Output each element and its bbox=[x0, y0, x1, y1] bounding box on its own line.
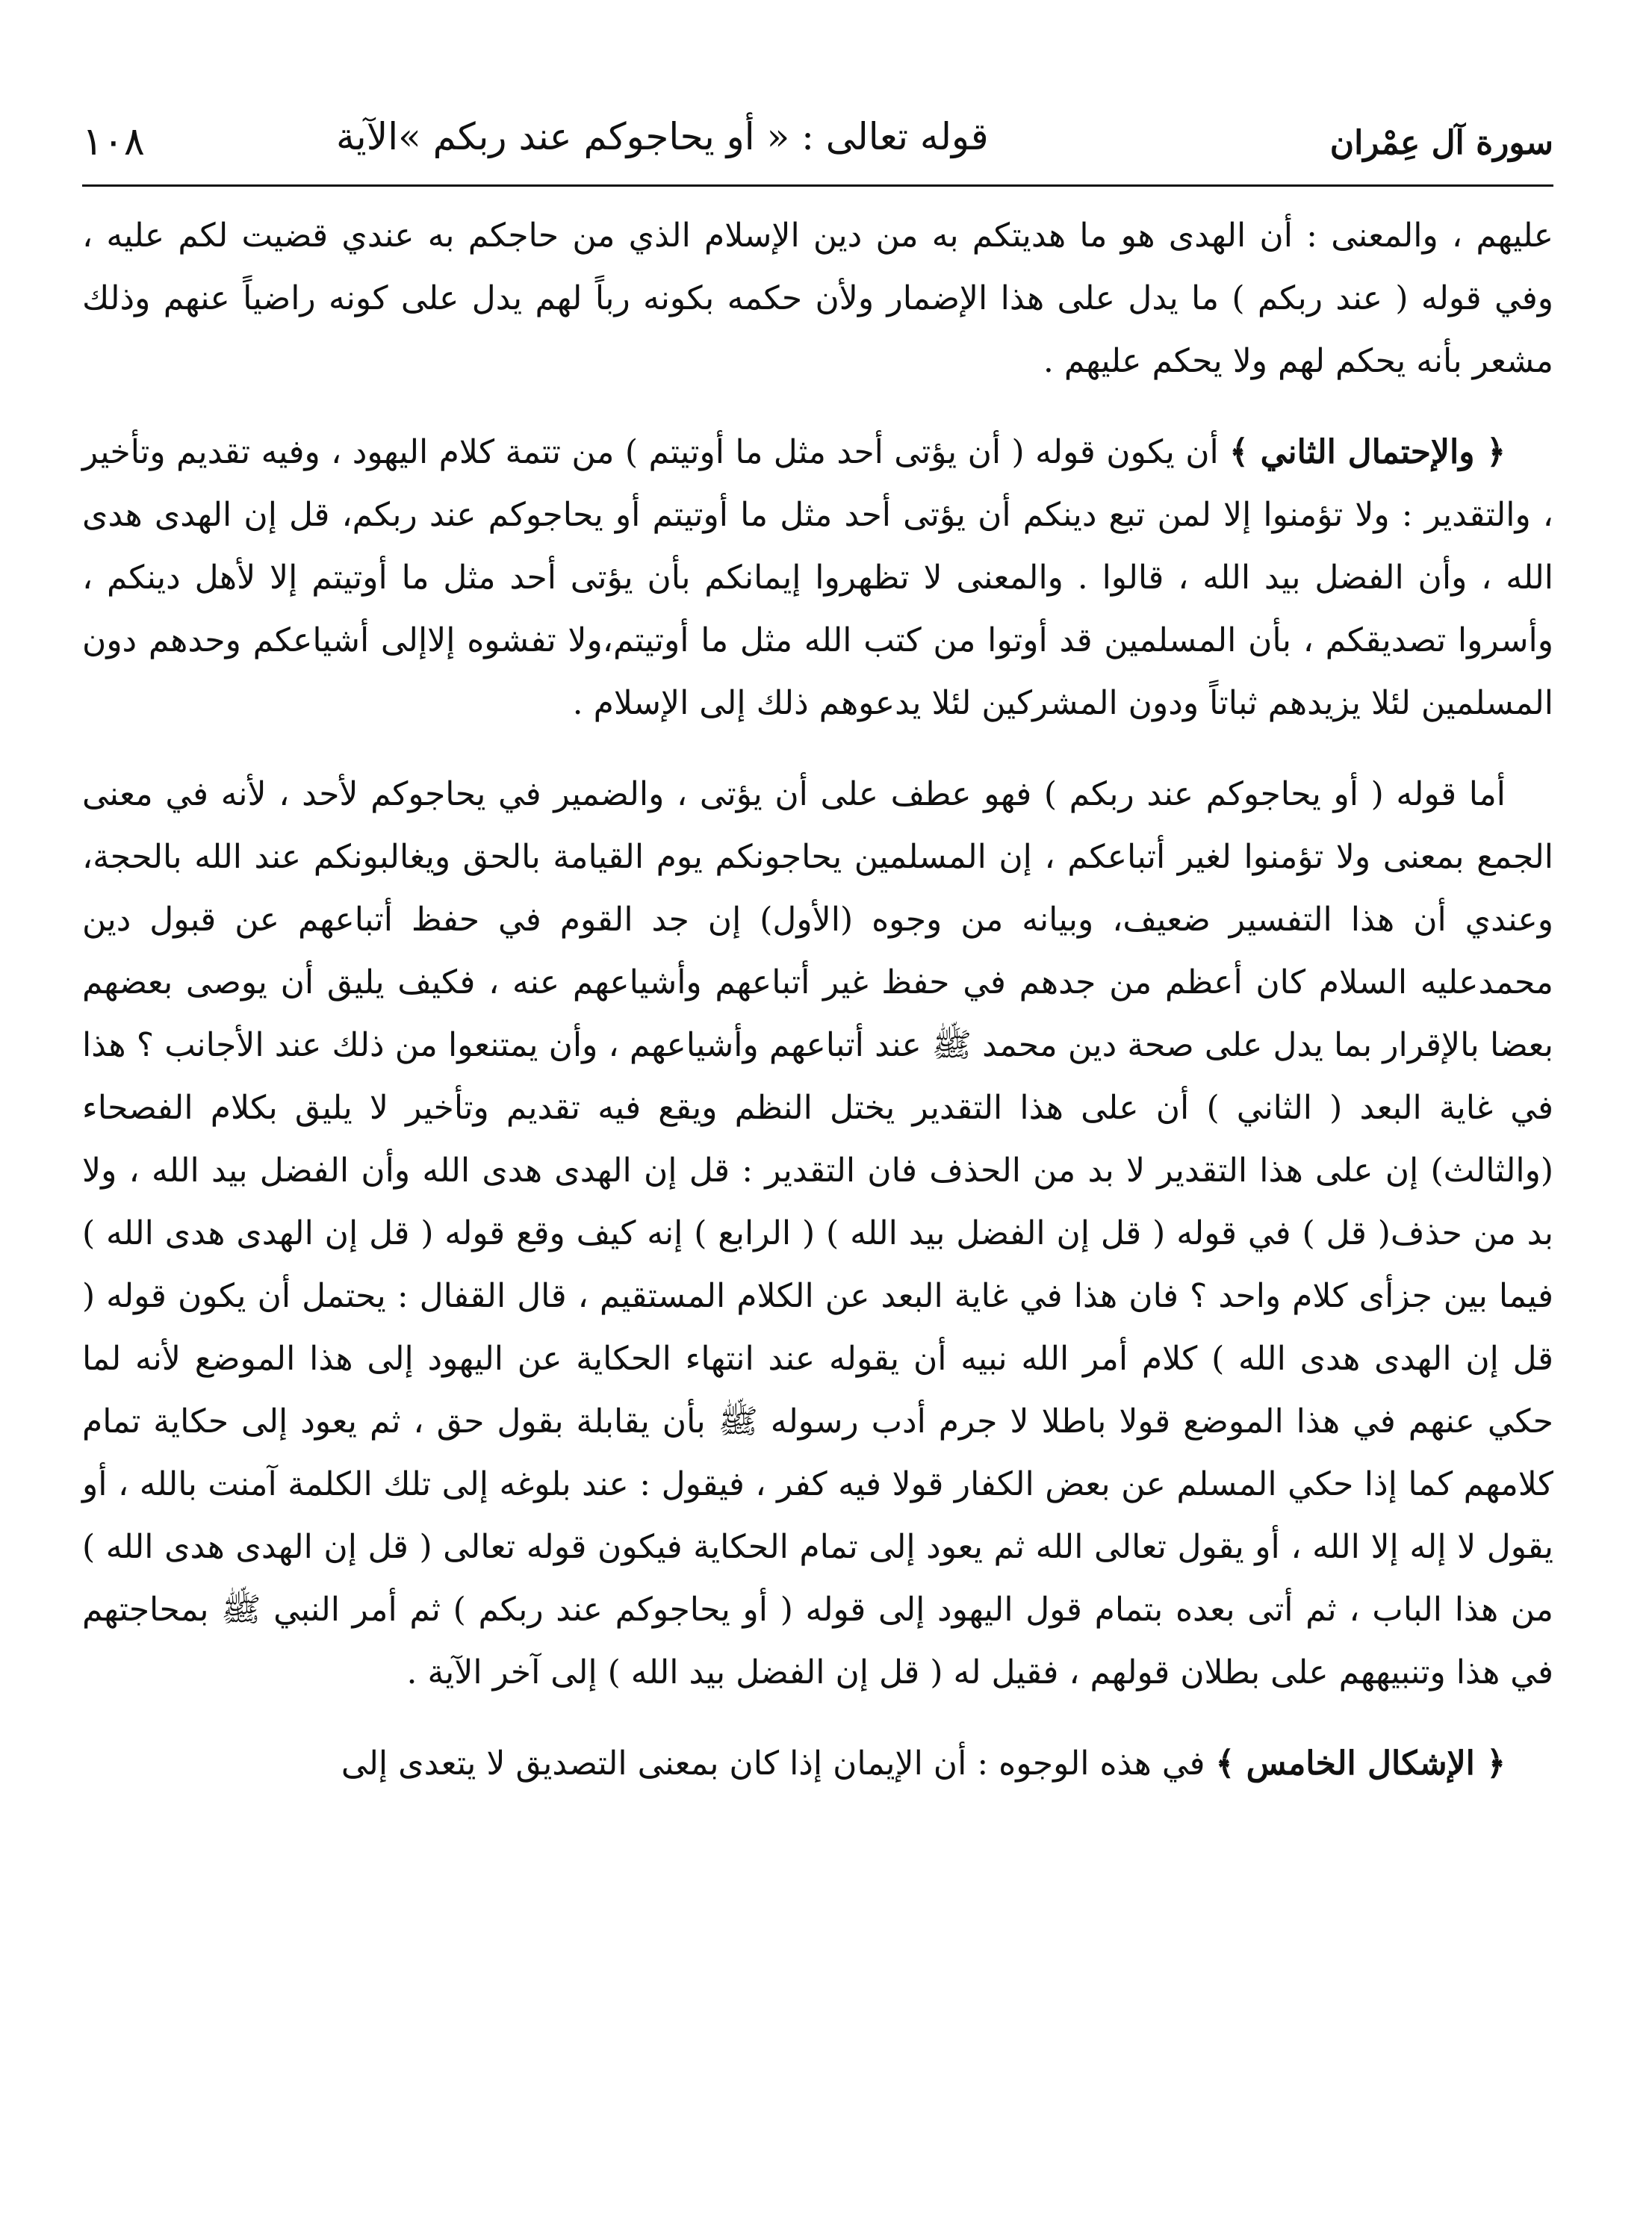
page-header bbox=[82, 105, 1553, 187]
paragraph-3 bbox=[82, 763, 1553, 1704]
paragraph-1 bbox=[82, 205, 1553, 393]
paragraph-4-text: في هذه الوجوه : أن الإيمان إذا كان بمعنى التصديق لا يتعدى إلى bbox=[341, 1745, 1216, 1783]
page-number: ١٠٨ bbox=[82, 119, 145, 164]
paragraph-2 bbox=[82, 421, 1553, 735]
page-body bbox=[82, 205, 1553, 1795]
book-page bbox=[82, 105, 1553, 2181]
surah-name: سورة آل عِمْران bbox=[1329, 124, 1553, 162]
paragraph-4 bbox=[82, 1733, 1553, 1795]
running-title: قوله تعالى : « أو يحاجوكم عند ربكم »الآية bbox=[336, 115, 989, 158]
header-rule bbox=[82, 184, 1553, 187]
paragraph-1-text: عليهم ، والمعنى : أن الهدى هو ما هديتكم به من دين الإسلام الذي من حاجكم به عندي قضيت لكم عليه ، وفي قوله ( عند ربكم ) ما يدل على هذا الإضمار ولأن حكمه بكونه رباً لهم يدل على كونه راضياً عنهم وذلك مشعر بأنه يحكم لهم ولا يحكم عليهم . bbox=[82, 217, 1553, 380]
paragraph-3-text: أما قوله ( أو يحاجوكم عند ربكم ) فهو عطف على أن يؤتى ، والضمير في يحاجوكم لأحد ، لأنه في معنى الجمع بمعنى ولا تؤمنوا لغير أتباعكم ، إن المسلمين يحاجونكم يوم القيامة بالحق ويغالبونكم عند الله بالحجة، وعندي أن هذا التفسير ضعيف، وبيانه من وجوه (الأول) إن جد القوم في حفظ أتباعهم عن قبول دين محمدعليه السلام كان أعظم من جدهم في حفظ غير أتباعهم وأشياعهم عنه ، فكيف يليق أن يوصى بعضهم بعضا بالإقرار بما يدل على صحة دين محمد ﷺ عند أتباعهم وأشياعهم ، وأن يمتنعوا من ذلك عند الأجانب ؟ هذا في غاية البعد ( الثاني ) أن على هذا التقدير يختل النظم ويقع فيه تقديم وتأخير لا يليق بكلام الفصحاء (والثالث) إن على هذا التقدير لا بد من الحذف فان التقدير : قل إن الهدى هدى الله وأن الفضل بيد الله ، ولا بد من حذف( قل ) في قوله ( قل إن الفضل بيد الله ) ( الرابع ) إنه كيف وقع قوله ( قل إن الهدى هدى الله ) فيما بين جزأى كلام واحد ؟ فان هذا في غاية البعد عن الكلام المستقيم ، قال القفال : يحتمل أن يكون قوله ( قل إن الهدى هدى الله ) كلام أمر الله نبيه أن يقوله عند انتهاء الحكاية عن اليهود إلى هذا الموضع لأنه لما حكي عنهم في هذا الموضع قولا باطلا لا جرم أدب رسوله ﷺ بأن يقابلة بقول حق ، ثم يعود إلى حكاية تمام كلامهم كما إذا حكي المسلم عن بعض الكفار قولا فيه كفر ، فيقول : عند بلوغه إلى تلك الكلمة آمنت بالله ، أو يقول لا إله إلا الله ، أو يقول تعالى الله ثم يعود إلى تمام الحكاية فيكون قوله تعالى ( قل إن الهدى هدى الله ) من هذا الباب ، ثم أتى بعده بتمام قول اليهود إلى قوله ( أو يحاجوكم عند ربكم ) ثم أمر النبي ﷺ بمحاجتهم في هذا وتنبيههم على بطلان قولهم ، فقيل له ( قل إن الفضل بيد الله ) إلى آخر الآية . bbox=[82, 775, 1553, 1691]
paragraph-4-lead: ﴿ الإشكال الخامس ﴾ bbox=[1215, 1745, 1506, 1783]
paragraph-2-text: أن يكون قوله ( أن يؤتى أحد مثل ما أوتيتم ) من تتمة كلام اليهود ، وفيه تقديم وتأخير ، والتقدير : ولا تؤمنوا إلا لمن تبع دينكم أن يؤتى أحد مثل ما أوتيتم أو يحاجوكم عند ربكم، قل إن الهدى هدى الله ، وأن الفضل بيد الله ، قالوا . والمعنى لا تظهروا إيمانكم بأن يؤتى أحد مثل ما أوتيتم إلا لأهل دينكم ، وأسروا تصديقكم ، بأن المسلمين قد أوتوا من كتب الله مثل ما أوتيتم،ولا تفشوه إلاإلى أشياعكم وحدهم دون المسلمين لئلا يزيدهم ثباتاً ودون المشركين لئلا يدعوهم ذلك إلى الإسلام . bbox=[82, 433, 1553, 722]
paragraph-2-lead: ﴿ والإحتمال الثاني ﴾ bbox=[1229, 433, 1506, 471]
